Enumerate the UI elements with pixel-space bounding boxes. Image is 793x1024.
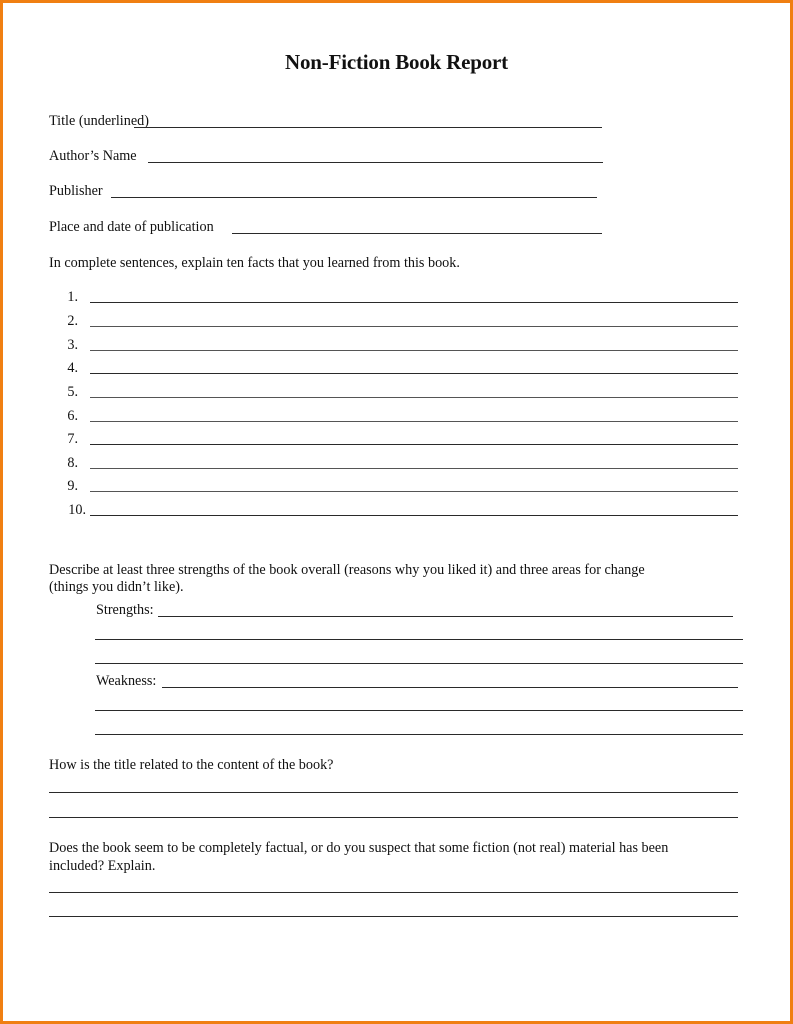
- weakness-line[interactable]: [95, 734, 743, 735]
- field-label-author: Author’s Name: [49, 148, 137, 164]
- factual-question-line2: included? Explain.: [49, 858, 156, 874]
- fact-line[interactable]: [90, 397, 738, 398]
- fact-number: 7.: [67, 431, 78, 447]
- factual-question-line1: Does the book seem to be completely factual, or do you suspect that some fiction (not real) material has been: [49, 840, 669, 856]
- field-input-title[interactable]: [134, 127, 602, 128]
- field-input-author[interactable]: [148, 162, 603, 163]
- fact-line[interactable]: [90, 491, 738, 492]
- factual-answer-line[interactable]: [49, 892, 738, 893]
- weakness-input[interactable]: [162, 687, 738, 688]
- field-label-title: Title (underlined): [49, 113, 149, 129]
- fact-line[interactable]: [90, 326, 738, 327]
- fact-number: 5.: [67, 384, 78, 400]
- fact-number: 2.: [67, 313, 78, 329]
- fact-line[interactable]: [90, 350, 738, 351]
- factual-answer-line[interactable]: [49, 916, 738, 917]
- fact-line[interactable]: [90, 373, 738, 374]
- fact-line[interactable]: [90, 468, 738, 469]
- strengths-prompt-line2: (things you didn’t like).: [49, 579, 184, 595]
- fact-number: 3.: [67, 337, 78, 353]
- field-label-place-date: Place and date of publication: [49, 219, 214, 235]
- weakness-line[interactable]: [95, 710, 743, 711]
- strengths-prompt-line1: Describe at least three strengths of the book overall (reasons why you liked it) and three areas for change: [49, 562, 645, 578]
- field-label-publisher: Publisher: [49, 183, 103, 199]
- fact-number: 4.: [67, 360, 78, 376]
- fact-line[interactable]: [90, 515, 738, 516]
- strengths-label: Strengths:: [96, 602, 154, 618]
- title-question: How is the title related to the content of the book?: [49, 757, 334, 773]
- strengths-line[interactable]: [95, 663, 743, 664]
- fact-number: 6.: [67, 408, 78, 424]
- fact-number: 10.: [68, 502, 86, 518]
- fact-line[interactable]: [90, 302, 738, 303]
- fact-line[interactable]: [90, 421, 738, 422]
- facts-prompt: In complete sentences, explain ten facts that you learned from this book.: [49, 255, 460, 271]
- strengths-line[interactable]: [95, 639, 743, 640]
- fact-number: 9.: [67, 478, 78, 494]
- field-input-place-date[interactable]: [232, 233, 602, 234]
- fact-line[interactable]: [90, 444, 738, 445]
- page-title: Non-Fiction Book Report: [285, 50, 508, 74]
- title-answer-line[interactable]: [49, 792, 738, 793]
- fact-number: 8.: [67, 455, 78, 471]
- fact-number: 1.: [67, 289, 78, 305]
- strengths-input[interactable]: [158, 616, 733, 617]
- field-input-publisher[interactable]: [111, 197, 597, 198]
- weakness-label: Weakness:: [96, 673, 157, 689]
- title-answer-line[interactable]: [49, 817, 738, 818]
